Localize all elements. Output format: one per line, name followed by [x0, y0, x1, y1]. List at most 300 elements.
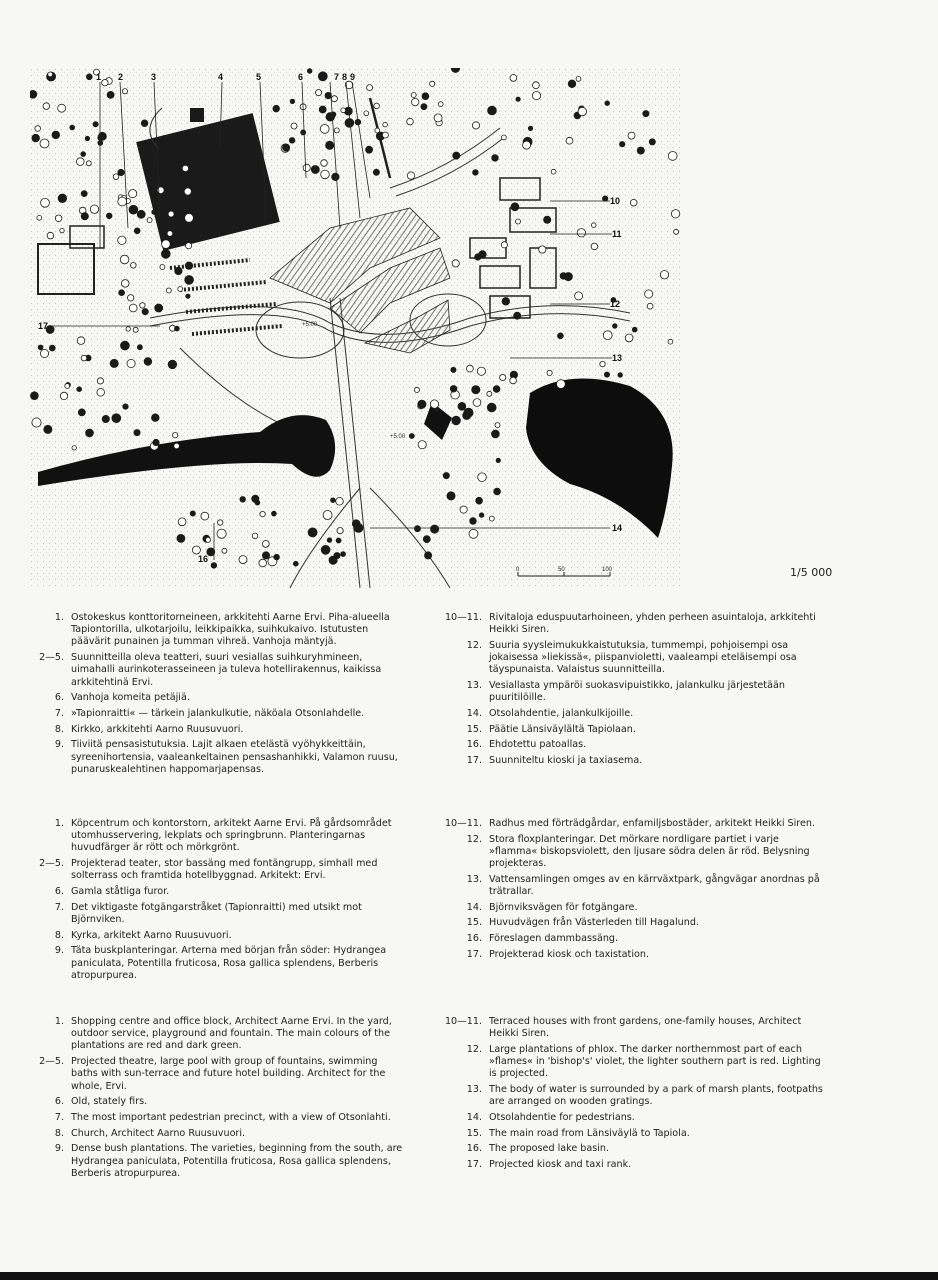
tree-icon: [374, 103, 380, 109]
elevation-label-2: +5.00: [390, 434, 406, 440]
tree-icon: [472, 386, 480, 394]
tree-icon: [38, 345, 43, 350]
tree-icon: [660, 271, 668, 279]
tree-icon: [487, 391, 492, 396]
tree-icon: [41, 198, 50, 207]
tree-icon: [291, 123, 297, 129]
tree-icon: [321, 170, 330, 179]
tree-icon: [137, 345, 142, 350]
tree-icon: [118, 236, 126, 244]
legend-item: [30, 1056, 406, 1093]
tree-icon: [382, 132, 388, 138]
legend-item: [430, 874, 828, 898]
tree-icon: [345, 119, 354, 128]
tree-icon: [97, 389, 105, 397]
tree-icon: [625, 334, 633, 342]
legend-item-number: 2—5.: [39, 652, 64, 664]
tree-icon: [81, 191, 87, 197]
tree-icon: [603, 196, 608, 201]
tree-icon: [488, 106, 497, 115]
scale-tick-50: 50: [558, 567, 565, 573]
legend-item-text: The main road from Länsiväylä to Tapiola.: [489, 1127, 690, 1139]
tree-icon: [81, 213, 88, 220]
tree-icon: [155, 304, 163, 312]
legend-item: [30, 945, 406, 982]
tree-icon: [423, 536, 430, 543]
tree-icon: [600, 361, 605, 366]
tree-icon: [460, 506, 467, 513]
legend-item-number: 10—11.: [444, 818, 482, 829]
tree-icon: [259, 559, 267, 567]
tree-icon: [649, 139, 655, 145]
tree-icon: [184, 188, 191, 195]
tree-icon: [129, 205, 138, 214]
tree-icon: [166, 288, 171, 293]
callout-9: 9: [350, 72, 356, 82]
tree-icon: [86, 161, 91, 166]
legend-item-number: 9.: [54, 1143, 64, 1155]
legend-item-number: 2—5.: [39, 1056, 64, 1068]
tree-icon: [544, 216, 551, 223]
tree-icon: [430, 81, 435, 86]
tree-icon: [81, 152, 86, 157]
tree-icon: [668, 152, 677, 161]
tree-icon: [496, 458, 500, 462]
tree-icon: [577, 229, 585, 237]
tree-icon: [144, 358, 152, 366]
elevation-label-1: +5.00: [302, 322, 318, 328]
tree-icon: [476, 497, 483, 504]
tree-icon: [458, 402, 466, 410]
tree-icon: [591, 223, 596, 228]
tree-icon: [178, 518, 186, 526]
legend-item-number: 16.: [466, 739, 482, 751]
tree-icon: [576, 77, 581, 82]
tree-icon: [60, 228, 64, 232]
legend-item-number: 17.: [466, 1159, 482, 1171]
legend-item-number: 9.: [54, 739, 64, 751]
tree-icon: [47, 232, 54, 239]
tree-icon: [93, 122, 98, 127]
tree-icon: [129, 190, 137, 198]
tree-icon: [443, 473, 449, 479]
tree-icon: [502, 135, 507, 140]
tree-icon: [516, 97, 520, 101]
tree-icon: [489, 516, 494, 521]
tree-icon: [110, 359, 118, 367]
tree-icon: [72, 446, 76, 450]
tree-icon: [528, 126, 532, 130]
legend-item: [30, 739, 406, 776]
tree-icon: [578, 107, 586, 115]
tree-icon: [557, 380, 566, 389]
legend-item: [430, 640, 828, 677]
legend-item-number: 8.: [54, 929, 64, 941]
tree-icon: [511, 203, 519, 211]
tree-icon: [502, 298, 510, 306]
tree-icon: [447, 492, 455, 500]
legend-item-text: Radhus med förträdgårdar, enfamiljsbostäder, arkitekt Heikki Siren.: [489, 818, 816, 829]
tree-icon: [167, 231, 173, 237]
legend-item-number: 12.: [466, 639, 482, 651]
callout-7: 7: [334, 72, 340, 82]
legend-item-number: 14.: [466, 707, 482, 719]
legend-item: [430, 933, 828, 945]
tree-icon: [129, 304, 137, 312]
tree-icon: [58, 194, 67, 203]
legend-item: [30, 1128, 406, 1140]
tree-icon: [421, 104, 427, 110]
legend-item-text: Shopping centre and office block, Architect Aarne Ervi. In the yard, outdoor service, playground and fountain. The main colours of the plantations are red and dark green.: [71, 1016, 392, 1052]
legend-item: [430, 1128, 828, 1140]
legend-item: [30, 1112, 406, 1124]
legend-item-number: 10—11.: [444, 612, 482, 623]
legend-list: [430, 818, 828, 961]
tree-icon: [174, 443, 180, 449]
legend-item: [30, 886, 406, 898]
legend-item: [30, 724, 406, 736]
legend-item-text: Vattensamlingen omges av en kärrväxtpark, gångvägar anordnas på trätrallar.: [489, 873, 820, 898]
tree-icon: [478, 473, 487, 482]
tree-icon: [418, 400, 426, 408]
legend-item: [430, 724, 828, 736]
tree-icon: [473, 170, 479, 176]
legend-item: [30, 708, 406, 720]
tree-icon: [218, 520, 223, 525]
tree-icon: [262, 552, 269, 559]
tree-icon: [175, 267, 182, 274]
tree-icon: [70, 125, 75, 130]
tree-icon: [373, 169, 379, 175]
tree-icon: [492, 430, 500, 438]
tree-icon: [175, 326, 180, 331]
legend-english-right: [430, 1016, 828, 1175]
legend-item-number: 1.: [54, 818, 64, 829]
tree-icon: [303, 164, 310, 171]
legend-item-number: 14.: [466, 901, 482, 913]
tree-icon: [407, 118, 414, 125]
tree-icon: [153, 439, 159, 445]
tree-icon: [337, 528, 343, 534]
legend-item-text: Päätie Länsiväylältä Tapiolaan.: [489, 723, 636, 735]
legend-item-text: Suuria syysleimukukkaistutuksia, tummempi, pohjoisempi osa jokaisessa »liekissä«, piispanvioletti, vaaleampi eteläisempi osa täyspunaista. Valaistus suunnitteilla.: [489, 639, 797, 676]
legend-item: [30, 902, 406, 926]
callout-1: 1: [96, 72, 102, 82]
tree-icon: [106, 213, 112, 219]
tree-icon: [97, 378, 103, 384]
tree-icon: [177, 534, 185, 542]
tree-icon: [501, 242, 507, 248]
tree-icon: [273, 105, 280, 112]
tree-icon: [494, 488, 501, 495]
tree-icon: [341, 552, 346, 557]
legend-item-number: 6.: [54, 1096, 64, 1108]
legend-item-text: Otsolahdentie, jalankulkijoille.: [489, 707, 634, 719]
tree-icon: [178, 287, 183, 292]
legend-item-number: 7.: [54, 707, 64, 719]
tree-icon: [272, 511, 277, 516]
legend-finnish-left: [30, 612, 406, 779]
legend-item: [30, 652, 406, 689]
tree-icon: [479, 513, 484, 518]
legend-item: [430, 1143, 828, 1155]
tree-icon: [112, 414, 121, 423]
tree-icon: [192, 546, 200, 554]
legend-item-number: 16.: [466, 933, 482, 945]
tree-icon: [326, 113, 335, 122]
tree-icon: [452, 260, 459, 267]
legend-item-text: Suunniteltu kioski ja taxiasema.: [489, 755, 643, 767]
legend-item-text: Projected theatre, large pool with group of fountains, swimming baths with sun-terrace and future hotel building. Architect for the whole, Ervi.: [71, 1056, 386, 1092]
legend-item-text: The body of water is surrounded by a park of marsh plants, footpaths are arranged on wooden gratings.: [489, 1084, 823, 1108]
tree-icon: [44, 425, 52, 433]
tree-icon: [147, 218, 152, 223]
legend-item-text: Gamla ståtliga furor.: [71, 886, 170, 898]
tree-icon: [510, 75, 517, 82]
tree-icon: [77, 337, 85, 345]
legend-item-number: 7.: [54, 901, 64, 913]
tree-icon: [142, 309, 148, 315]
legend-item-number: 14.: [466, 1111, 482, 1123]
tree-icon: [102, 415, 109, 422]
tree-icon: [222, 548, 227, 553]
tree-icon: [326, 141, 334, 149]
legend-list: [30, 1016, 406, 1180]
legend-list: [430, 1016, 828, 1171]
tree-icon: [332, 173, 339, 180]
legend-item-text: Kirkko, arkkitehti Aarno Ruusuvuori.: [71, 723, 244, 735]
tree-icon: [140, 303, 145, 308]
tree-icon: [58, 104, 66, 112]
callout-8: 8: [342, 72, 348, 82]
legend-list: [430, 612, 828, 767]
tree-icon: [409, 434, 414, 439]
tree-icon: [168, 178, 173, 183]
tree-icon: [487, 403, 496, 412]
callout-4: 4: [218, 72, 224, 82]
tree-icon: [366, 146, 373, 153]
tree-icon: [301, 130, 306, 135]
tree-icon: [425, 552, 432, 559]
tree-icon: [48, 72, 53, 77]
tree-icon: [591, 243, 598, 250]
legend-item-text: Church, Architect Aarno Ruusuvuori.: [71, 1127, 246, 1139]
map-scale: 1/5 000: [790, 566, 833, 579]
callout-17: 17: [38, 321, 49, 331]
legend-item-number: 13.: [466, 680, 482, 692]
tree-icon: [620, 142, 625, 147]
tree-icon: [186, 243, 192, 249]
tree-icon: [364, 111, 369, 116]
legend-item-text: Projected kiosk and taxi rank.: [489, 1159, 632, 1171]
tree-icon: [418, 441, 426, 449]
tree-icon: [65, 384, 70, 389]
legend-item-text: The proposed lake basin.: [489, 1143, 610, 1155]
legend-item-number: 17.: [466, 755, 482, 767]
legend-item-number: 13.: [466, 873, 482, 885]
tree-icon: [551, 169, 556, 174]
legend-item-number: 15.: [466, 1127, 482, 1139]
tree-icon: [185, 276, 194, 285]
tree-icon: [107, 91, 114, 98]
legend-item-number: 17.: [466, 948, 482, 960]
tree-icon: [186, 294, 190, 298]
tree-icon: [431, 525, 439, 533]
tree-icon: [307, 69, 312, 74]
legend-item-text: Old, stately firs.: [71, 1096, 148, 1108]
tree-icon: [331, 96, 337, 102]
tree-icon: [533, 82, 540, 89]
tree-icon: [52, 131, 60, 139]
callout-14: 14: [612, 523, 623, 533]
tree-icon: [637, 147, 644, 154]
legend-item-text: Otsolahdentie for pedestrians.: [489, 1111, 635, 1123]
tree-icon: [319, 106, 326, 113]
tree-icon: [316, 90, 322, 96]
tree-icon: [120, 255, 129, 264]
legend-item-text: Täta buskplanteringar. Arterna med början från söder: Hydrangea paniculata, Potentilla fruticosa, Rosa gallica splendens, Berberis atropurpurea.: [71, 945, 387, 981]
legend-item-text: Stora floxplanteringar. Det mörkare nordligare partiet i varje »flamma« biskopsviolett, den ljusare södra delen är röd. Belysning projekteras.: [489, 833, 810, 870]
tree-icon: [113, 174, 119, 180]
office-tower: [190, 108, 204, 122]
tree-icon: [283, 144, 290, 151]
tree-icon: [450, 386, 457, 393]
legend-list: [30, 818, 406, 982]
callout-5: 5: [256, 72, 262, 82]
legend-list: [30, 612, 406, 776]
legend-item: [430, 1044, 828, 1081]
tree-icon: [290, 99, 295, 104]
legend-item: [30, 818, 406, 855]
tree-icon: [341, 108, 346, 113]
tree-icon: [32, 418, 41, 427]
tree-icon: [160, 265, 165, 270]
tree-icon: [434, 114, 442, 122]
legend-finnish-right: [430, 612, 828, 771]
tree-icon: [85, 136, 89, 140]
site-plan-svg: [30, 68, 682, 588]
tree-icon: [86, 429, 94, 437]
tree-icon: [514, 312, 521, 319]
tree-icon: [430, 400, 438, 408]
tree-icon: [311, 166, 319, 174]
tree-icon: [668, 339, 673, 344]
tree-icon: [321, 545, 330, 554]
callout-12: 12: [610, 299, 621, 309]
callout-6: 6: [298, 72, 304, 82]
legend-item: [430, 680, 828, 704]
tree-icon: [412, 98, 419, 105]
tree-icon: [407, 172, 414, 179]
legend-item: [430, 739, 828, 751]
legend-item-text: Projekterad kiosk och taxistation.: [489, 948, 649, 960]
legend-item-number: 13.: [466, 1084, 482, 1096]
legend-item-text: Vanhoja komeita petäjiä.: [71, 692, 190, 704]
legend-item-text: Det viktigaste fotgängarstråket (Tapionraitti) med utsikt mot Björnviken.: [71, 901, 362, 925]
tree-icon: [127, 359, 135, 367]
legend-item-number: 12.: [466, 833, 482, 845]
tree-icon: [467, 365, 474, 372]
legend-item-number: 1.: [54, 1016, 64, 1027]
tree-icon: [86, 74, 92, 80]
tree-icon: [289, 138, 295, 144]
legend-item: [430, 902, 828, 914]
tree-icon: [323, 511, 332, 520]
tree-icon: [31, 392, 39, 400]
tree-icon: [252, 495, 259, 502]
tree-icon: [252, 533, 258, 539]
legend-item: [430, 949, 828, 961]
legend-item-text: Kyrka, arkitekt Aarno Ruusuvuori.: [71, 929, 232, 941]
tree-icon: [152, 210, 157, 215]
legend-item: [30, 692, 406, 704]
legend-item-text: Ostokeskus konttoritorneineen, arkkitehti Aarne Ervi. Piha-alueella Tapiontorilla, ulkotarjoilu, leikkipaikka, suihkukaivo. Istutusten päävärit punainen ja tumman vihreä. Vanhoja mäntyjä.: [71, 612, 390, 648]
tree-icon: [168, 360, 177, 369]
tree-icon: [40, 139, 49, 148]
tree-icon: [451, 367, 456, 372]
legend-item: [430, 1084, 828, 1108]
tree-icon: [477, 367, 485, 375]
tree-icon: [327, 538, 332, 543]
tree-icon: [331, 498, 336, 503]
tree-icon: [90, 205, 98, 213]
legend-item-number: 8.: [54, 723, 64, 735]
legend-item-number: 1.: [54, 612, 64, 623]
callout-10: 10: [610, 196, 621, 206]
legend-english-left: [30, 1016, 406, 1183]
scale-tick-100: 100: [602, 567, 613, 573]
tree-icon: [414, 387, 419, 392]
tree-icon: [438, 102, 443, 107]
tree-icon: [77, 158, 85, 166]
tree-icon: [469, 529, 478, 538]
tree-icon: [126, 327, 130, 331]
tree-icon: [293, 561, 298, 566]
tree-icon: [671, 210, 679, 218]
tree-icon: [453, 152, 460, 159]
legend-item-number: 16.: [466, 1143, 482, 1155]
tree-icon: [321, 160, 328, 167]
tree-icon: [516, 219, 521, 224]
tree-icon: [560, 273, 567, 280]
tree-icon: [32, 134, 40, 142]
tree-icon: [123, 404, 128, 409]
tree-icon: [500, 374, 506, 380]
tree-icon: [206, 537, 211, 542]
legend-item-number: 2—5.: [39, 858, 64, 870]
legend-item-number: 15.: [466, 917, 482, 929]
legend-item: [430, 755, 828, 767]
legend-item: [430, 917, 828, 929]
tree-icon: [493, 386, 500, 393]
tree-icon: [201, 512, 209, 520]
tree-icon: [162, 240, 171, 249]
legend-item-number: 6.: [54, 886, 64, 898]
tree-icon: [643, 111, 649, 117]
legend-item-text: Tiiviitä pensasistutuksia. Lajit alkaen etelästä vyöhykkeittäin, syreenihortensia, vaaleankeltainen pensashanhikki, Valamon ruusu, punaruskealehtinen happomarjapensas.: [71, 739, 398, 775]
tree-icon: [122, 89, 127, 94]
legend-item-text: Dense bush plantations. The varieties, beginning from the south, are Hydrangea paniculata, Potentilla fruticosa, Rosa gallica splendens, Berberis atropurpurea.: [71, 1143, 403, 1179]
callout-3: 3: [151, 72, 157, 82]
tree-icon: [182, 165, 188, 171]
tree-icon: [240, 497, 246, 503]
legend-item-number: 15.: [466, 723, 482, 735]
legend-item-text: The most important pedestrian precinct, with a view of Otsonlahti.: [71, 1111, 391, 1123]
legend-item-text: Suunnitteilla oleva teatteri, suuri vesiallas suihkuryhmineen, uimahalli aurinkoterasseineen ja tuleva hotellirakennus, kaikissa arkkitehtinä Ervi.: [71, 652, 382, 688]
tree-icon: [274, 554, 280, 560]
legend-item: [30, 612, 406, 649]
tree-icon: [121, 341, 130, 350]
